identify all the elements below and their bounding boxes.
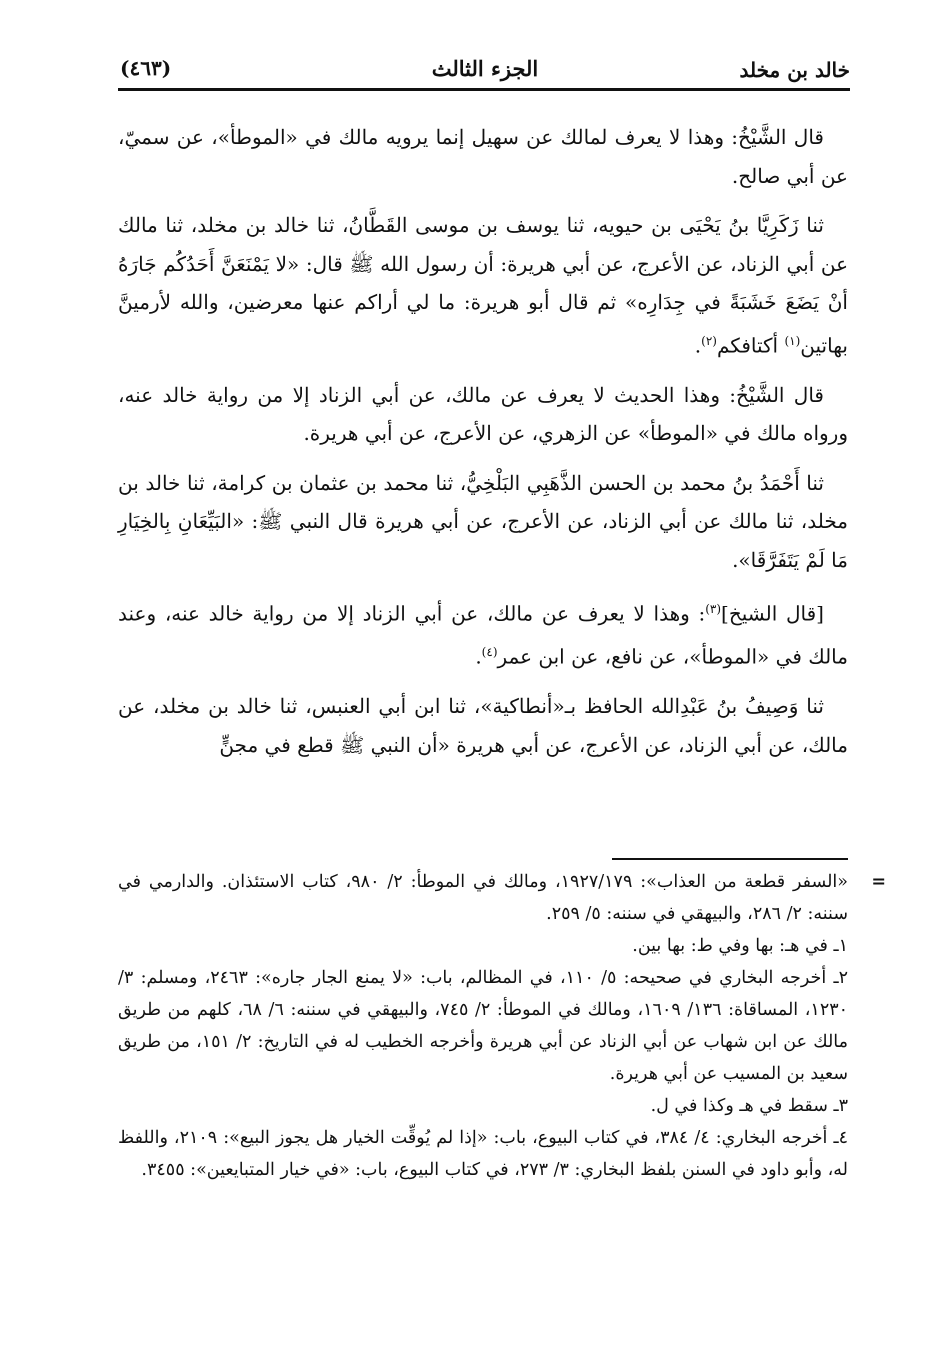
paragraph: ثنا أَحْمَدُ بنُ محمد بن الحسن الذَّهَبِي البَلْخِيُّ، ثنا محمد بن عثمان بن كرامة، ثنا خالد بن مخلد، ثنا مالك عن أبي الزناد، عن الأعرج، عن أبي هريرة قال النبي ﷺ: «البَيِّعَانِ بِالخِيَارِ مَا لَمْ يَتَفَرَّقَا». <box>118 470 848 572</box>
header-author: خالد بن مخلد <box>739 58 850 82</box>
page-header <box>120 52 850 86</box>
footnote-ref: (٢) <box>701 333 717 348</box>
footnote: ٤ـ أخرجه البخاري: ٤/ ٣٨٤، في كتاب البيوع، باب: «إذا لم يُوقِّت الخيار هل يجوز البيع»: ٢١٠٩، واللفظ له، وأبو داود في السنن بلفظ البخاري: ٣/ ٢٧٣، في كتاب البيوع، باب: «في خيار المتبايعين»: ٣٤٥٥. <box>118 1128 848 1180</box>
footnotes <box>118 866 886 1186</box>
main-text <box>118 118 848 775</box>
footnote: = «السفر قطعة من العذاب»: ١٩٢٧/١٧٩، ومالك في الموطأ: ٢/ ٩٨٠، كتاب الاستئذان. والدارمي في سننه: ٢/ ٢٨٦، والبيهقي في سننه: ٥/ ٢٥٩. <box>118 866 848 930</box>
footnote-ref: (٣) <box>705 602 722 617</box>
paragraph: [قال الشيخ]$^{(٣)}$: وهذا لا يعرف عن مالك، عن أبي الزناد إلا من رواية خالد عنه، وعند مالك في «الموطأ»، عن نافع، عن ابن عمر$^{(٤)}$. <box>118 601 848 669</box>
header-rule <box>118 88 850 91</box>
footnote: ١ـ في هـ: بها وفي ط: بها بين. <box>632 936 848 956</box>
paragraph: قال الشَّيْخُ: وهذا الحديث لا يعرف عن مالك، عن أبي الزناد إلا من رواية خالد عنه، ورواه مالك في «الموطأ» عن الزهري، عن الأعرج، عن أبي هريرة. <box>118 382 848 446</box>
header-volume: الجزء الثالث <box>431 56 539 81</box>
continuation-marker: = <box>871 872 886 892</box>
footnote: ٣ـ سقط في هـ وكذا في ل. <box>650 1096 848 1116</box>
footnote: ٢ـ أخرجه البخاري في صحيحه: ٥/ ١١٠، في المظالم، باب: «لا يمنع الجار جاره»: ٢٤٦٣، ومسلم: ٣/ ١٢٣٠، المساقاة: ١٣٦/ ١٦٠٩، ومالك في الموطأ: ٢/ ٧٤٥، والبيهقي في سننه: ٦/ ٦٨، كلهم من طريق مالك عن ابن شهاب عن أبي الزناد عن أبي هريرة وأخرجه الخطيب له في التاريخ: ٢/ ١٥١، من طريق سعيد بن المسيب عن أبي هريرة. <box>118 968 849 1084</box>
paragraph: قال الشَّيْخُ: وهذا لا يعرف لمالك عن سهيل إنما يرويه مالك في «الموطأ»، عن سميّ، عن أبي صالح. <box>118 125 848 188</box>
footnote-ref: (٤) <box>481 645 498 660</box>
footnote-ref: (١) <box>784 333 801 348</box>
footnote-rule <box>612 858 848 860</box>
header-page-number: (٤٦٣) <box>120 56 172 80</box>
paragraph: ثنا زَكَرِيَّا بنُ يَحْيَى بن حيويه، ثنا يوسف بن موسى القَطَّانُ، ثنا خالد بن مخلد، ثنا مالك عن أبي الزناد، عن الأعرج، عن أبي هريرة: أن رسول الله ﷺ قال: «لا يَمْنَعَنَّ أَحَدُكُم جَارَهُ أنْ يَضَعَ خَشَبَةً في جِدَارِه» ثم قال أبو هريرة: ما لي أراكم عنها معرضين، والله لأرمينَّ بهاتين$^{(١)}$ أكتافكم$^{(٢)}$. <box>118 213 848 358</box>
paragraph: ثنا وَصِيفُ بنُ عَبْدِالله الحافظ بـ«أنطاكية»، ثنا ابن أبي العنبس، ثنا خالد بن مخلد، عن مالك، عن أبي الزناد، عن الأعرج، عن أبي هريرة «أن النبي ﷺ قطع في مجنٍّ <box>118 694 848 757</box>
